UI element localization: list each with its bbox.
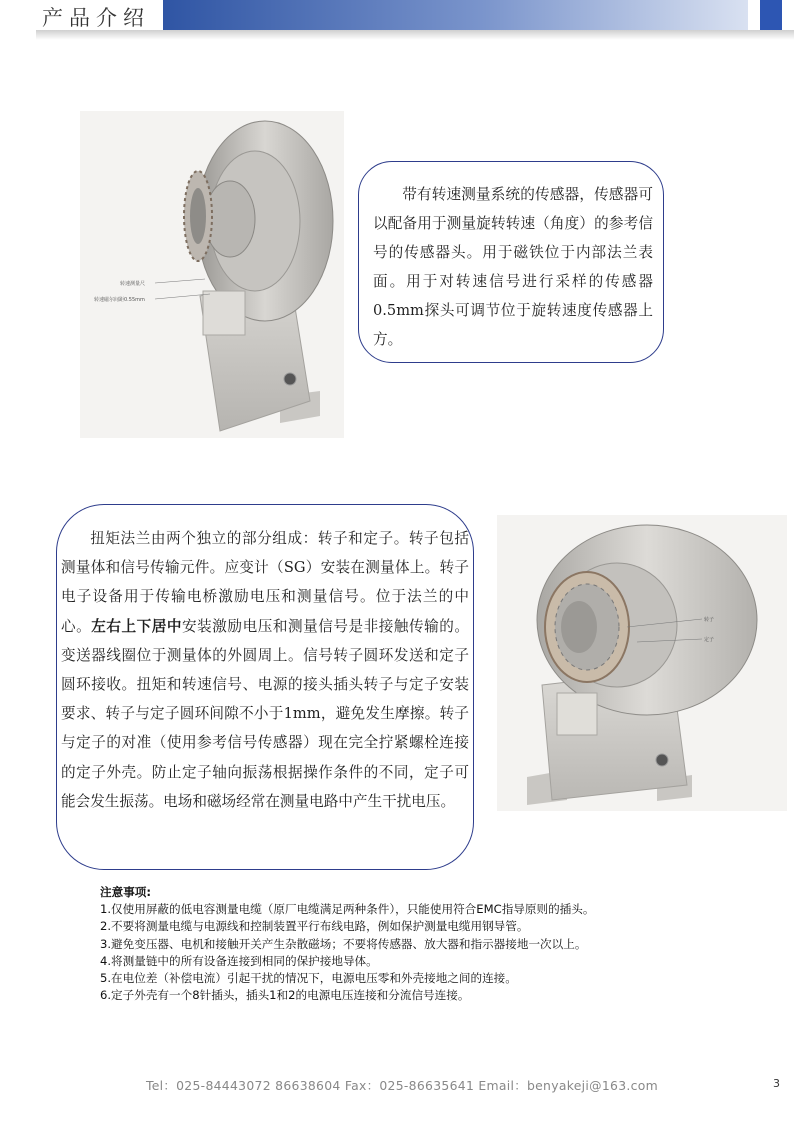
callout-gap: 转速磁尔间距0.55mm bbox=[94, 297, 145, 303]
notes-item: 6.定子外壳有一个8针插头，插头1和2的电源电压连接和分流信号连接。 bbox=[100, 988, 470, 1003]
product-photo-rotor-stator bbox=[497, 515, 787, 811]
callout-stator: 定子 bbox=[704, 637, 715, 643]
callout-speed-scale: 转速测量尺 bbox=[120, 281, 146, 287]
bubble-text-part1: 扭矩法兰由两个独立的部分组成：转子和定子。转子包括测量体和信号传输元件。应变计（SG）安装在测量体上。转子电子设备用于传输电桥激励电压和测量信号。位于法兰的中心。 bbox=[61, 530, 469, 635]
callout-rotor: 转子 bbox=[704, 617, 715, 623]
bubble-text-part2: 安装激励电压和测量信号是非接触传输的。变送器线圈位于测量体的外圆周上。信号转子圆环发送和定子圆环接收。扭矩和转速信号、电源的接头插头转子与定子安装要求、转子与定子圆环间隙不小于1mm，避免发生摩擦。转子与定子的对准（使用参考信号传感器）现在完全拧紧螺栓连接的定子外壳。防止定子轴向振荡根据操作条件的不同，定子可能会发生振荡。电场和磁场经常在测量电路中产生干扰电压。 bbox=[61, 617, 469, 810]
bubble-text-emphasis: 左右上下居中 bbox=[91, 617, 183, 635]
notes-item: 5.在电位差（补偿电流）引起干扰的情况下，电源电压零和外壳接地之间的连接。 bbox=[100, 971, 517, 986]
torque-flange-illustration-1 bbox=[80, 111, 344, 438]
header-accent-block bbox=[760, 0, 782, 30]
notes-title: 注意事项: bbox=[100, 885, 152, 899]
notes-section bbox=[100, 884, 720, 1004]
notes-item: 2.不要将测量电缆与电源线和控制装置平行布线电路，例如保护测量电缆用钢导管。 bbox=[100, 919, 529, 934]
header-shadow bbox=[36, 30, 794, 40]
torque-flange-illustration-2 bbox=[497, 515, 787, 811]
notes-item: 4.将测量链中的所有设备连接到相同的保护接地导体。 bbox=[100, 953, 378, 968]
bubble-rotor-stator-text bbox=[61, 524, 469, 816]
footer-contact: Tel：025-84443072 86638604 Fax：025-86635641 Email：benyakeji@163.com bbox=[146, 1078, 658, 1093]
description-bubble-rotor-stator bbox=[56, 504, 474, 870]
page-number: 3 bbox=[773, 1077, 780, 1090]
description-bubble-speed-sensor bbox=[358, 161, 664, 363]
header-title: 产品介绍 bbox=[42, 6, 150, 30]
product-photo-speed-sensor bbox=[80, 111, 344, 438]
header-bar bbox=[163, 0, 748, 30]
notes-item: 3.避免变压器、电机和接触开关产生杂散磁场；不要将传感器、放大器和指示器接地一次以上。 bbox=[100, 936, 587, 951]
bubble-speed-sensor-text: 带有转速测量系统的传感器，传感器可以配备用于测量旋转转速（角度）的参考信号的传感器头。用于磁铁位于内部法兰表面。用于对转速信号进行采样的传感器0.5mm探头可调节位于旋转速度传感器上方。 bbox=[373, 186, 653, 348]
notes-item: 1.仅使用屏蔽的低电容测量电缆（原厂电缆满足两种条件），只能使用符合EMC指导原则的插头。 bbox=[100, 902, 595, 917]
page-header bbox=[0, 0, 794, 34]
